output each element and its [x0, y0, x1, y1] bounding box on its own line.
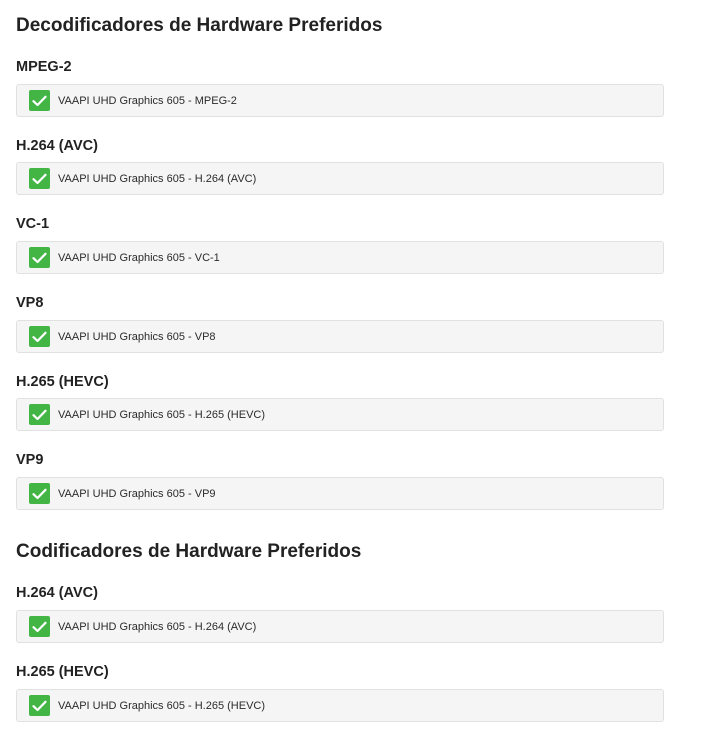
check-icon [32, 488, 47, 500]
decoder-option-h265[interactable] [16, 398, 664, 431]
decoder-codec-label-vp8: VP8 [16, 295, 44, 311]
encoder-option-label-h264: VAAPI UHD Graphics 605 - H.264 (AVC) [58, 620, 257, 633]
decoder-codec-label-vp9: VP9 [16, 452, 44, 468]
checkbox-checked[interactable] [29, 326, 50, 347]
checkbox-checked[interactable] [29, 483, 50, 504]
decoder-option-label-h264: VAAPI UHD Graphics 605 - H.264 (AVC) [58, 172, 257, 185]
checkbox-checked[interactable] [29, 247, 50, 268]
check-icon [32, 95, 47, 107]
encoder-codec-label-h264: H.264 (AVC) [16, 585, 98, 601]
decoder-option-label-vp8: VAAPI UHD Graphics 605 - VP8 [58, 330, 216, 343]
encoder-option-h264[interactable] [16, 610, 664, 643]
checkbox-checked[interactable] [29, 695, 50, 716]
encoder-option-label-h265: VAAPI UHD Graphics 605 - H.265 (HEVC) [58, 699, 266, 712]
decoder-option-label-vc1: VAAPI UHD Graphics 605 - VC-1 [58, 251, 220, 264]
decoder-codec-label-mpeg2: MPEG-2 [16, 59, 72, 75]
check-icon [32, 700, 47, 712]
encoder-option-h265[interactable] [16, 689, 664, 722]
check-icon [32, 621, 47, 633]
check-icon [32, 173, 47, 185]
decoder-option-vp9[interactable] [16, 477, 664, 510]
decoder-option-h264[interactable] [16, 162, 664, 195]
decoder-option-label-vp9: VAAPI UHD Graphics 605 - VP9 [58, 487, 216, 500]
encoders-section-title: Codificadores de Hardware Preferidos [16, 541, 362, 562]
decoders-section-title: Decodificadores de Hardware Preferidos [16, 15, 383, 36]
checkbox-checked[interactable] [29, 404, 50, 425]
check-icon [32, 252, 47, 264]
checkbox-checked[interactable] [29, 616, 50, 637]
decoder-option-mpeg2[interactable] [16, 84, 664, 117]
decoder-option-vc1[interactable] [16, 241, 664, 274]
decoder-option-vp8[interactable] [16, 320, 664, 353]
encoder-codec-label-h265: H.265 (HEVC) [16, 664, 109, 680]
decoder-codec-label-h265: H.265 (HEVC) [16, 374, 109, 390]
checkbox-checked[interactable] [29, 90, 50, 111]
checkbox-checked[interactable] [29, 168, 50, 189]
decoder-codec-label-h264: H.264 (AVC) [16, 138, 98, 154]
check-icon [32, 331, 47, 343]
decoder-option-label-h265: VAAPI UHD Graphics 605 - H.265 (HEVC) [58, 408, 266, 421]
check-icon [32, 409, 47, 421]
decoder-option-label-mpeg2: VAAPI UHD Graphics 605 - MPEG-2 [58, 94, 237, 107]
decoder-codec-label-vc1: VC-1 [16, 216, 50, 232]
